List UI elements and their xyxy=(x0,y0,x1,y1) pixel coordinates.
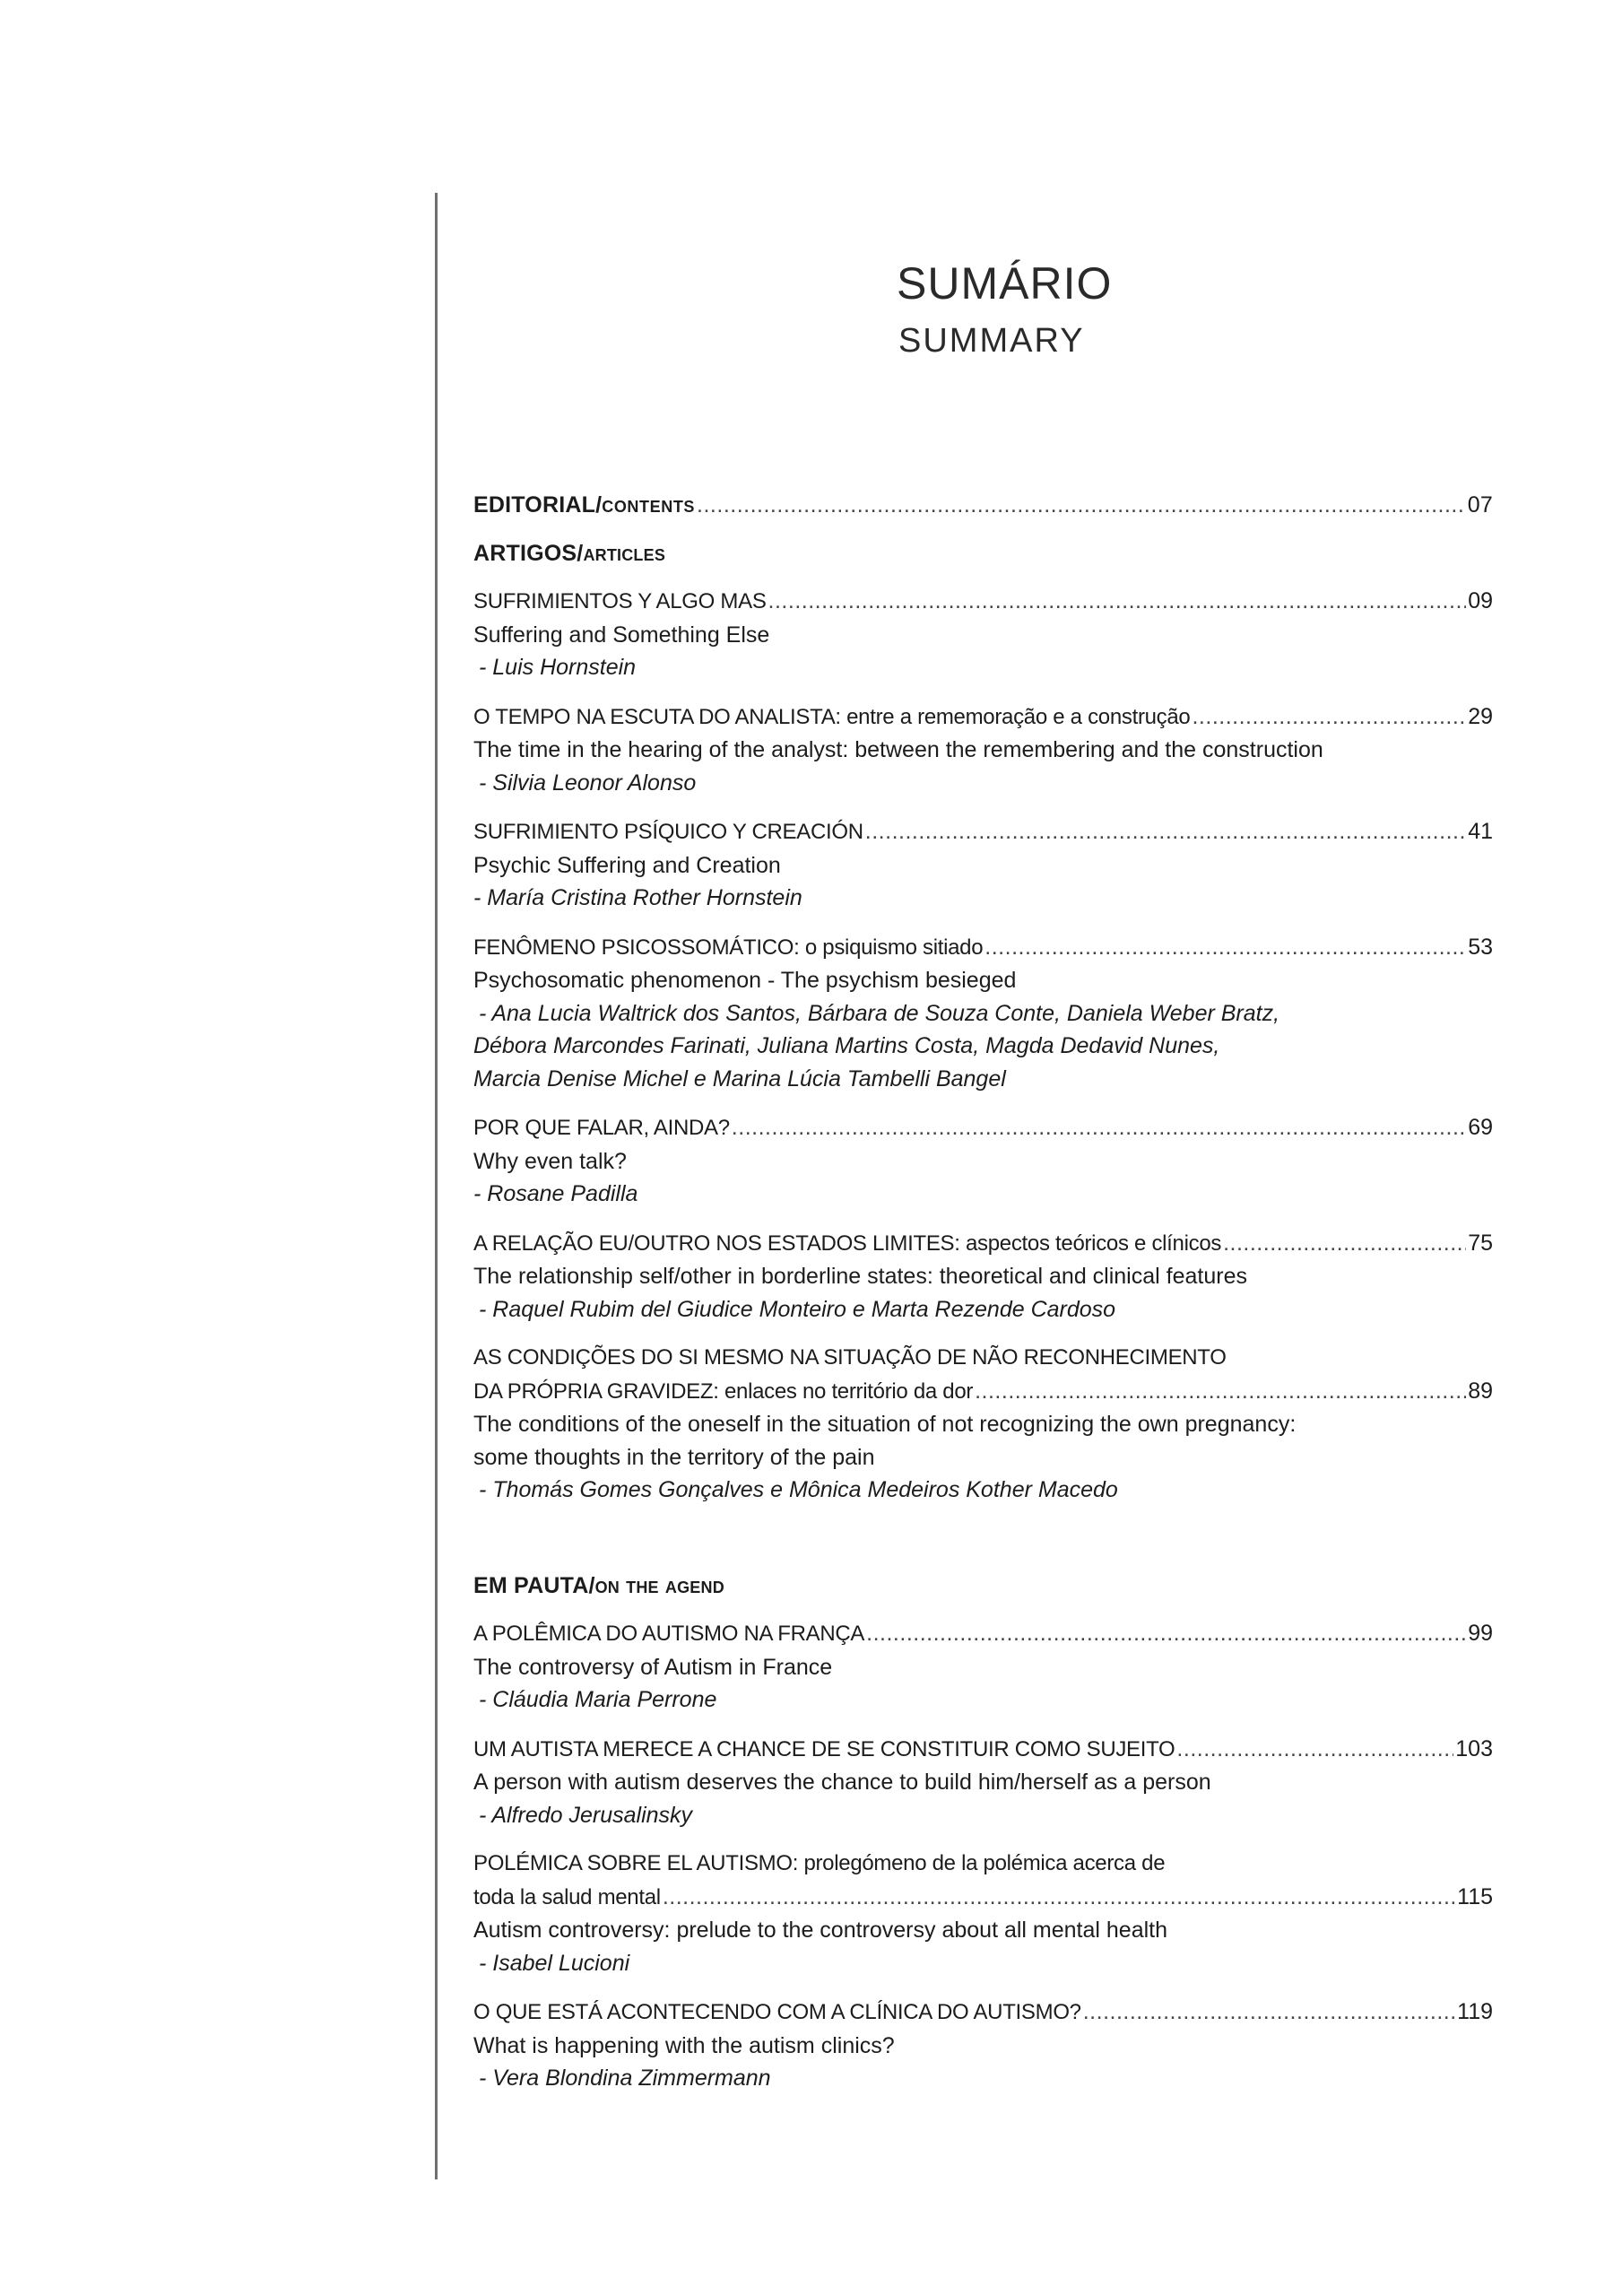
page-number: 103 xyxy=(1455,1735,1493,1761)
entry-title: FENÔMENO PSICOSSOMÁTICO: o psiquismo sitiado xyxy=(473,935,984,960)
page-number: 69 xyxy=(1468,1115,1493,1140)
entry-author: - Vera Blondina Zimmermann xyxy=(479,2066,771,2091)
entry-title-line xyxy=(473,1111,1493,1145)
entry-title: SUFRIMIENTOS Y ALGO MAS xyxy=(473,589,767,613)
entry-translation-line: The conditions of the oneself in the situation of not recognizing the own pregnancy: xyxy=(473,1412,1297,1437)
section-label: EDITORIAL/contents xyxy=(473,492,696,517)
entry-title: SUFRIMIENTO PSÍQUICO Y CREACIÓN xyxy=(473,820,863,844)
entry-title: toda la salud mental xyxy=(473,1884,661,1909)
page-number: 99 xyxy=(1468,1621,1493,1646)
toc-entry[interactable] xyxy=(473,931,1493,1096)
toc-entry[interactable] xyxy=(473,1848,1493,1979)
page-number: 29 xyxy=(1468,703,1493,729)
dot-leader xyxy=(732,1111,1466,1144)
entry-title-line xyxy=(473,1227,1493,1261)
dot-leader xyxy=(697,489,1466,522)
dot-leader xyxy=(1223,1227,1466,1260)
toc-entry[interactable] xyxy=(473,1617,1493,1717)
entry-title-line xyxy=(473,1733,1493,1767)
entry-title-line xyxy=(473,931,1493,965)
entry-translation: The time in the hearing of the analyst: between the remembering and the construction xyxy=(473,737,1323,762)
entry-author: - María Cristina Rother Hornstein xyxy=(473,885,802,910)
entry-author-line: Débora Marcondes Farinati, Juliana Martins Costa, Magda Dedavid Nunes, xyxy=(473,1033,1220,1058)
entry-title-line xyxy=(473,1881,1493,1915)
toc-entry[interactable] xyxy=(473,1733,1493,1832)
entry-title: O TEMPO NA ESCUTA DO ANALISTA: entre a rememoração e a construção xyxy=(473,704,1191,729)
toc-entry[interactable] xyxy=(473,585,1493,684)
page-number: 41 xyxy=(1468,819,1493,844)
dot-leader xyxy=(663,1881,1455,1914)
dot-leader xyxy=(975,1375,1466,1408)
entry-title-line xyxy=(473,815,1493,849)
entry-title: A RELAÇÃO EU/OUTRO NOS ESTADOS LIMITES: aspectos teóricos e clínicos xyxy=(473,1231,1222,1256)
em-pauta-list xyxy=(473,1617,1493,2095)
entry-translation: A person with autism deserves the chance to build him/herself as a person xyxy=(473,1770,1211,1795)
entry-title-line xyxy=(473,1375,1493,1409)
dot-leader xyxy=(1083,1996,1455,2029)
vertical-margin-rule xyxy=(435,193,438,2179)
toc-entry[interactable] xyxy=(473,1227,1493,1326)
entry-author: - Raquel Rubim del Giudice Monteiro e Marta Rezende Cardoso xyxy=(479,1296,1116,1322)
entry-title: UM AUTISTA MERECE A CHANCE DE SE CONSTITUIR COMO SUJEITO xyxy=(473,1736,1175,1761)
entry-title-line xyxy=(473,585,1493,619)
entry-title: A POLÊMICA DO AUTISMO NA FRANÇA xyxy=(473,1622,865,1646)
entry-translation: The relationship self/other in borderline states: theoretical and clinical features xyxy=(473,1264,1247,1289)
page-number: 53 xyxy=(1468,934,1493,960)
entry-author-line: - Ana Lucia Waltrick dos Santos, Bárbara de Souza Conte, Daniela Weber Bratz, xyxy=(479,1000,1280,1026)
dot-leader xyxy=(768,585,1467,618)
entry-author: - Alfredo Jerusalinsky xyxy=(479,1802,693,1828)
toc-entry[interactable] xyxy=(473,1111,1493,1211)
entry-author: - Thomás Gomes Gonçalves e Mônica Medeiros Kother Macedo xyxy=(479,1477,1118,1502)
entry-title: O QUE ESTÁ ACONTECENDO COM A CLÍNICA DO AUTISMO? xyxy=(473,2000,1081,2024)
entry-title: DA PRÓPRIA GRAVIDEZ: enlaces no território da dor xyxy=(473,1378,974,1404)
dot-leader xyxy=(1192,700,1466,734)
dot-leader xyxy=(1176,1733,1453,1766)
entry-title-pre-line: POLÉMICA SOBRE EL AUTISMO: prolegómeno de la polémica acerca de xyxy=(473,1851,1166,1875)
entry-translation-line: some thoughts in the territory of the pain xyxy=(473,1444,875,1470)
dot-leader xyxy=(866,1617,1466,1650)
page-number: 07 xyxy=(1467,492,1493,517)
entry-translation: Psychic Suffering and Creation xyxy=(473,852,781,878)
entry-title-line xyxy=(473,700,1493,735)
dot-leader xyxy=(984,931,1466,964)
entry-translation: Autism controversy: prelude to the controversy about all mental health xyxy=(473,1918,1168,1943)
section-heading-artigos: ARTIGOS/ articles xyxy=(473,540,666,566)
entry-translation: What is happening with the autism clinics? xyxy=(473,2032,895,2058)
dot-leader xyxy=(865,815,1466,848)
entry-author: - Rosane Padilla xyxy=(473,1181,638,1206)
entry-title: POR QUE FALAR, AINDA? xyxy=(473,1116,730,1140)
entry-author: - Isabel Lucioni xyxy=(479,1950,630,1976)
entry-author: - Luis Hornstein xyxy=(479,655,637,680)
artigos-list xyxy=(473,585,1493,1507)
page-title-block xyxy=(897,256,1112,363)
toc-entry[interactable] xyxy=(473,700,1493,800)
entry-title-pre-line: AS CONDIÇÕES DO SI MESMO NA SITUAÇÃO DE NÃO RECONHECIMENTO xyxy=(473,1345,1227,1370)
page-number: 119 xyxy=(1457,1999,1493,2024)
page-subtitle: SUMMARY xyxy=(898,322,1085,360)
entry-translation: Suffering and Something Else xyxy=(473,622,770,648)
toc-entry[interactable] xyxy=(473,815,1493,915)
toc-entry-editorial[interactable] xyxy=(473,489,1493,522)
entry-title-line xyxy=(473,1996,1493,2030)
entry-author-line: Marcia Denise Michel e Marina Lúcia Tambelli Bangel xyxy=(473,1065,1006,1091)
entry-author: - Cláudia Maria Perrone xyxy=(479,1687,717,1712)
entry-translation: The controversy of Autism in France xyxy=(473,1654,833,1680)
entry-author: - Silvia Leonor Alonso xyxy=(479,770,697,796)
page-number: 75 xyxy=(1468,1230,1493,1256)
table-of-contents xyxy=(473,489,1493,2111)
toc-entry[interactable] xyxy=(473,1996,1493,2095)
page-number: 09 xyxy=(1468,588,1493,613)
entry-translation: Psychosomatic phenomenon - The psychism besieged xyxy=(473,968,1017,993)
page-title: SUMÁRIO xyxy=(897,258,1113,309)
entry-title-line xyxy=(473,1617,1493,1651)
page-number: 89 xyxy=(1468,1378,1493,1404)
entry-translation: Why even talk? xyxy=(473,1148,627,1174)
page-number: 115 xyxy=(1457,1883,1493,1909)
toc-entry[interactable] xyxy=(473,1342,1493,1507)
section-heading-em-pauta: EM PAUTA/ on the agend xyxy=(473,1572,724,1598)
